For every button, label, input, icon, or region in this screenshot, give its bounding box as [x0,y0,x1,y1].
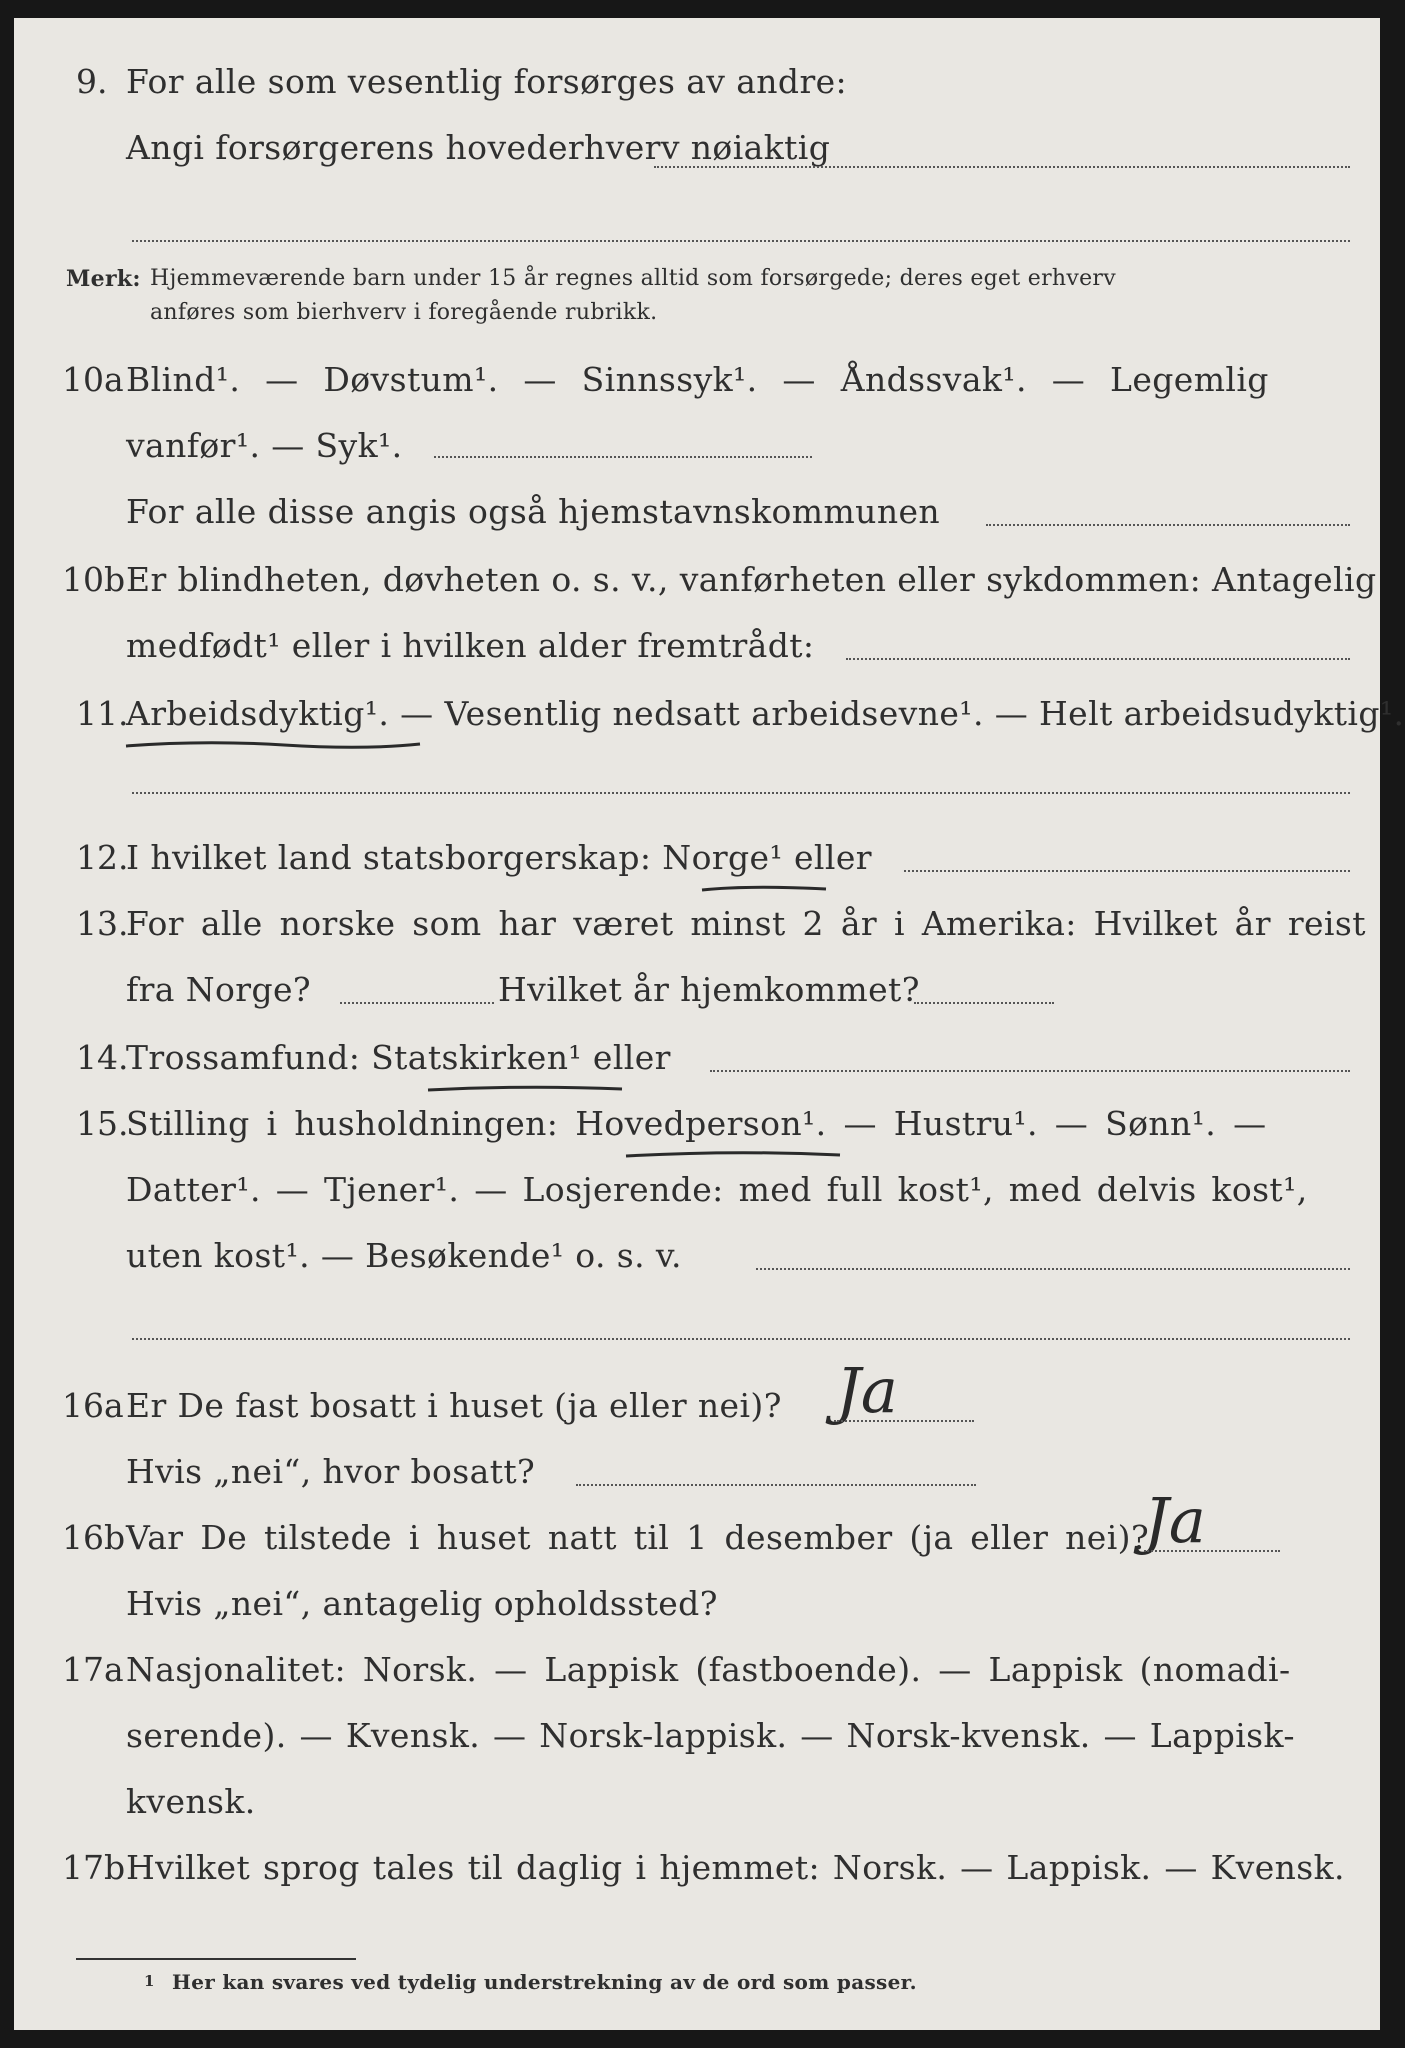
q13-number: 13. [76,904,129,943]
q17a-line3: kvensk. [126,1782,256,1821]
q10a-number: 10a [62,360,124,399]
q16a-residence-line [576,1484,976,1486]
q17a-line2: serende). — Kvensk. — Norsk-lappisk. — Norsk-kvensk. — Lappisk- [126,1716,1295,1755]
q16a-handwritten-answer: Ja [836,1354,898,1427]
q16b-answer-line [1144,1550,1280,1552]
q13-line2a: fra Norge? [126,970,312,1009]
q10a-line3: For alle disse angis også hjemstavnskommunen [126,492,941,531]
q17b-number: 17b [62,1848,126,1887]
q10a-line1: Blind¹. — Døvstum¹. — Sinnssyk¹. — Åndssvak¹. — Legemlig [126,360,1269,399]
q11-line1: Arbeidsdyktig¹. — Vesentlig nedsatt arbeidsevne¹. — Helt arbeidsudyktig¹. [126,694,1405,733]
q16a-number: 16a [62,1386,124,1425]
q11-answer-line [132,792,1350,794]
footnote-text: Her kan svares ved tydelig understrekning av de ord som passer. [172,1970,917,1994]
q15-answer-line-2 [132,1338,1350,1340]
q15-line2: Datter¹. — Tjener¹. — Losjerende: med full kost¹, med delvis kost¹, [126,1170,1308,1209]
census-form-page [14,18,1405,2030]
q15-number: 15. [76,1104,129,1143]
merk-line2: anføres som bierhverv i foregående rubrikk. [150,300,658,325]
q10b-answer-line [846,658,1350,660]
q14-answer-underline [426,1080,626,1100]
q9-line1: For alle som vesentlig forsørges av andre: [126,62,848,101]
q15-answer-line [756,1268,1350,1270]
q9-answer-line-2 [132,240,1350,242]
q17a-line1: Nasjonalitet: Norsk. — Lappisk (fastboende). — Lappisk (nomadi- [126,1650,1291,1689]
q13-line2b: Hvilket år hjemkommet? [498,970,920,1009]
q13-line1: For alle norske som har været minst 2 år i Amerika: Hvilket år reist [126,904,1366,943]
q15-answer-underline [624,1146,844,1166]
q14-answer-line [710,1070,1350,1072]
q15-line1: Stilling i husholdningen: Hovedperson¹. — Hustru¹. — Sønn¹. — [126,1104,1267,1143]
footnote-mark: 1 [144,1972,155,1990]
q10b-line1: Er blindheten, døvheten o. s. v., vanførheten eller sykdommen: Antagelig [126,560,1377,599]
q14-line1: Trossamfund: Statskirken¹ eller [126,1038,671,1077]
q16a-line1: Er De fast bosatt i huset (ja eller nei)? [126,1386,782,1425]
q10b-line2: medfødt¹ eller i hvilken alder fremtrådt: [126,626,815,665]
q17a-number: 17a [62,1650,124,1689]
q16b-number: 16b [62,1518,126,1557]
q16a-answer-line [834,1420,974,1422]
q16b-line2: Hvis „nei“, antagelig opholdssted? [126,1584,718,1623]
q9-line2: Angi forsørgerens hovederhverv nøiaktig [126,128,831,167]
q11-number: 11. [76,694,129,733]
q9-number: 9. [76,62,108,101]
q10a-home-line [986,524,1350,526]
q16a-line2: Hvis „nei“, hvor bosatt? [126,1452,536,1491]
q11-answer-underline [124,736,424,756]
q12-number: 12. [76,838,129,877]
q10a-line2: vanfør¹. — Syk¹. [126,426,403,465]
q12-answer-line [904,870,1350,872]
q15-line3: uten kost¹. — Besøkende¹ o. s. v. [126,1236,682,1275]
q10a-answer-line [434,456,812,458]
footnote-separator [76,1958,356,1960]
q12-answer-underline [700,880,830,900]
merk-line1: Hjemmeværende barn under 15 år regnes alltid som forsørgede; deres eget erhverv [150,266,1116,291]
q16b-line1: Var De tilstede i huset natt til 1 desember (ja eller nei)? [126,1518,1150,1557]
q13-return-line [914,1002,1054,1004]
q17b-line1: Hvilket sprog tales til daglig i hjemmet: Norsk. — Lappisk. — Kvensk. [126,1848,1345,1887]
q9-answer-line [654,166,1350,168]
q13-departure-line [340,1002,494,1004]
q12-line1: I hvilket land statsborgerskap: Norge¹ eller [126,838,872,877]
q10b-number: 10b [62,560,126,599]
q16b-handwritten-answer: Ja [1144,1484,1206,1557]
merk-label: Merk: [66,266,141,292]
q14-number: 14. [76,1038,129,1077]
